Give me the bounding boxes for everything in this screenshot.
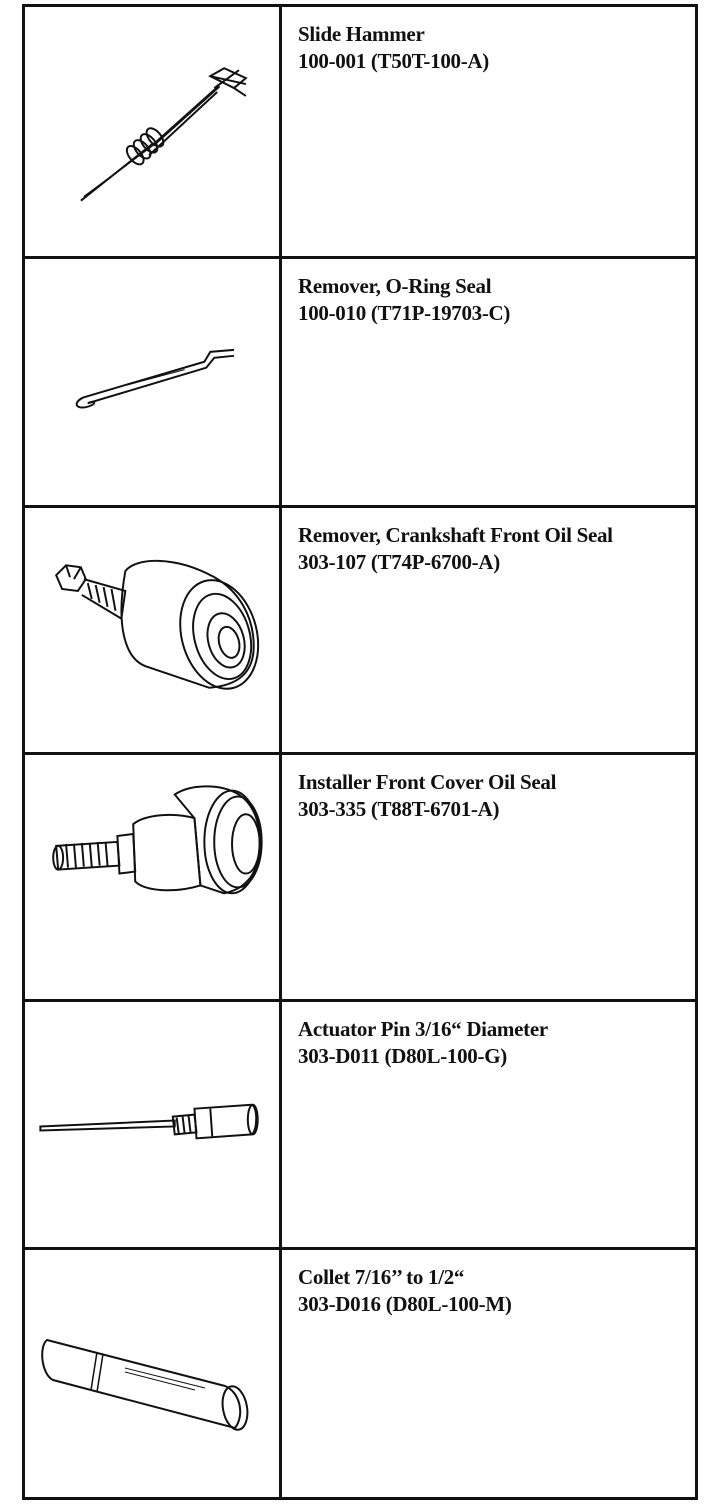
crankshaft-seal-remover-icon	[25, 508, 279, 752]
tool-name: Remover, O-Ring Seal	[298, 274, 492, 298]
tool-name: Slide Hammer	[298, 22, 425, 46]
tool-illustration	[25, 508, 282, 752]
tool-illustration	[25, 755, 282, 999]
tool-description	[282, 7, 695, 256]
tool-illustration	[25, 1002, 282, 1247]
collet-icon	[25, 1250, 279, 1497]
slide-hammer-icon	[25, 7, 279, 256]
tool-part-number: 303-D011 (D80L-100-G)	[298, 1044, 507, 1068]
o-ring-remover-icon	[25, 259, 279, 505]
tool-description	[282, 1250, 695, 1497]
tool-row	[25, 508, 695, 755]
tool-illustration	[25, 259, 282, 505]
actuator-pin-icon	[25, 1002, 279, 1247]
tool-part-number: 303-335 (T88T-6701-A)	[298, 797, 500, 821]
tool-description	[282, 1002, 695, 1247]
tool-part-number: 303-107 (T74P-6700-A)	[298, 550, 500, 574]
tool-row	[25, 259, 695, 508]
tool-illustration	[25, 1250, 282, 1497]
tool-description	[282, 508, 695, 752]
special-tools-table	[22, 4, 698, 1500]
tool-name: Remover, Crankshaft Front Oil Seal	[298, 523, 613, 547]
tool-part-number: 100-001 (T50T-100-A)	[298, 49, 489, 73]
tool-description	[282, 755, 695, 999]
tool-row	[25, 7, 695, 259]
tool-name: Actuator Pin 3/16“ Diameter	[298, 1017, 548, 1041]
tool-part-number: 303-D016 (D80L-100-M)	[298, 1292, 512, 1316]
tool-row	[25, 1002, 695, 1250]
front-cover-seal-installer-icon	[25, 755, 279, 999]
tool-name: Collet 7/16’’ to 1/2“	[298, 1265, 465, 1289]
tool-name: Installer Front Cover Oil Seal	[298, 770, 557, 794]
tool-row	[25, 755, 695, 1002]
tool-illustration	[25, 7, 282, 256]
tool-part-number: 100-010 (T71P-19703-C)	[298, 301, 511, 325]
tool-description	[282, 259, 695, 505]
tool-row	[25, 1250, 695, 1497]
